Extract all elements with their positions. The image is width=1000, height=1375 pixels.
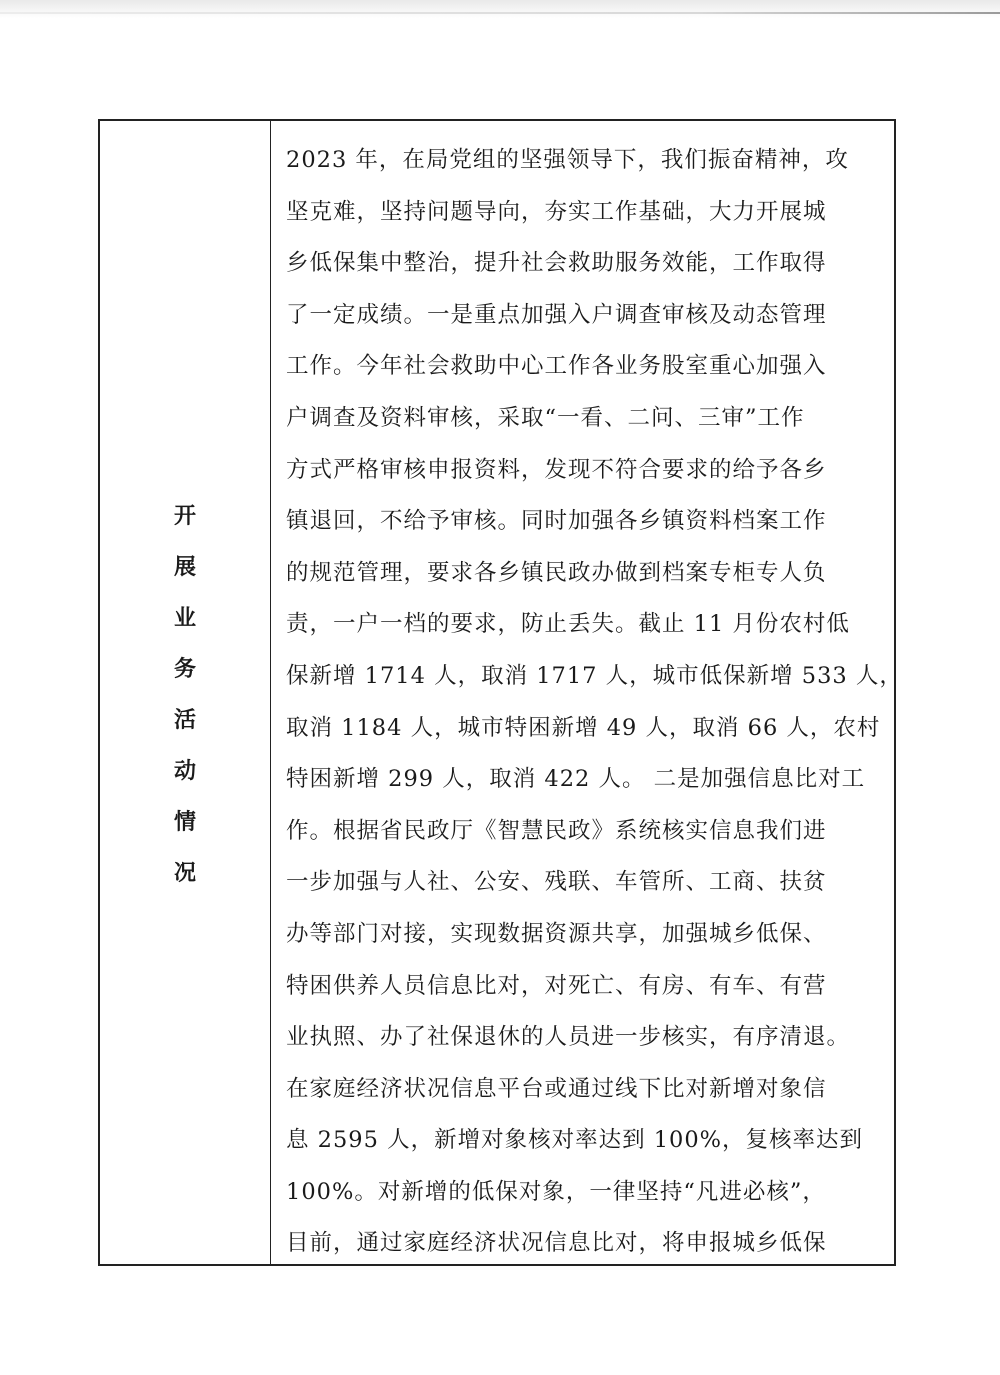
row-label-char: 情 bbox=[173, 809, 196, 835]
row-label-char: 开 bbox=[173, 503, 196, 529]
content-line: 保新增 1714 人，取消 1717 人，城市低保新增 533 人， bbox=[286, 662, 903, 689]
scan-shadow bbox=[0, 0, 1000, 18]
content-cell bbox=[286, 135, 903, 1270]
content-line: 在家庭经济状况信息平台或通过线下比对新增对象信 bbox=[286, 1075, 827, 1102]
content-line: 特困供养人员信息比对，对死亡、有房、有车、有营 bbox=[286, 972, 827, 999]
content-line: 业执照、办了社保退休的人员进一步核实，有序清退。 bbox=[286, 1024, 851, 1051]
row-label-cell bbox=[100, 121, 270, 1264]
content-line: 息 2595 人，新增对象核对率达到 100%，复核率达到 bbox=[286, 1127, 864, 1154]
content-line: 方式严格审核申报资料，发现不符合要求的给予各乡 bbox=[286, 456, 827, 483]
row-label-char: 业 bbox=[173, 605, 196, 631]
content-line: 坚克难，坚持问题导向，夯实工作基础，大力开展城 bbox=[286, 198, 827, 225]
row-label-char: 活 bbox=[173, 707, 196, 733]
content-line: 特困新增 299 人，取消 422 人。 二是加强信息比对工 bbox=[286, 766, 866, 793]
row-label-char: 展 bbox=[173, 554, 196, 580]
content-line: 100%。对新增的低保对象，一律坚持“凡进必核”， bbox=[286, 1178, 826, 1205]
content-line: 2023 年，在局党组的坚强领导下，我们振奋精神，攻 bbox=[286, 147, 849, 173]
content-line: 目前，通过家庭经济状况信息比对，将申报城乡低保 bbox=[286, 1230, 827, 1257]
content-line: 办等部门对接，实现数据资源共享，加强城乡低保、 bbox=[286, 920, 827, 947]
content-line: 责，一户一档的要求，防止丢失。截止 11 月份农村低 bbox=[286, 611, 850, 638]
content-line: 户调查及资料审核，采取“一看、二问、三审”工作 bbox=[286, 404, 805, 431]
column-divider bbox=[270, 121, 271, 1264]
row-label-char: 务 bbox=[173, 656, 196, 682]
form-table bbox=[98, 119, 903, 1266]
row-label-char: 况 bbox=[173, 860, 196, 886]
content-line: 工作。今年社会救助中心工作各业务股室重心加强入 bbox=[286, 353, 827, 380]
row-label bbox=[100, 491, 270, 899]
content-line: 了一定成绩。一是重点加强入户调查审核及动态管理 bbox=[286, 301, 827, 328]
content-line: 一步加强与人社、公安、残联、车管所、工商、扶贫 bbox=[286, 869, 827, 896]
scan-edge-line bbox=[0, 12, 1000, 14]
content-line: 作。根据省民政厅《智慧民政》系统核实信息我们进 bbox=[286, 817, 827, 844]
row-label-char: 动 bbox=[173, 758, 196, 784]
content-line: 镇退回，不给予审核。同时加强各乡镇资料档案工作 bbox=[286, 508, 827, 535]
content-line: 的规范管理，要求各乡镇民政办做到档案专柜专人负 bbox=[286, 559, 827, 586]
content-line: 乡低保集中整治，提升社会救助服务效能，工作取得 bbox=[286, 250, 827, 277]
content-line: 取消 1184 人，城市特困新增 49 人，取消 66 人，农村 bbox=[286, 714, 881, 741]
